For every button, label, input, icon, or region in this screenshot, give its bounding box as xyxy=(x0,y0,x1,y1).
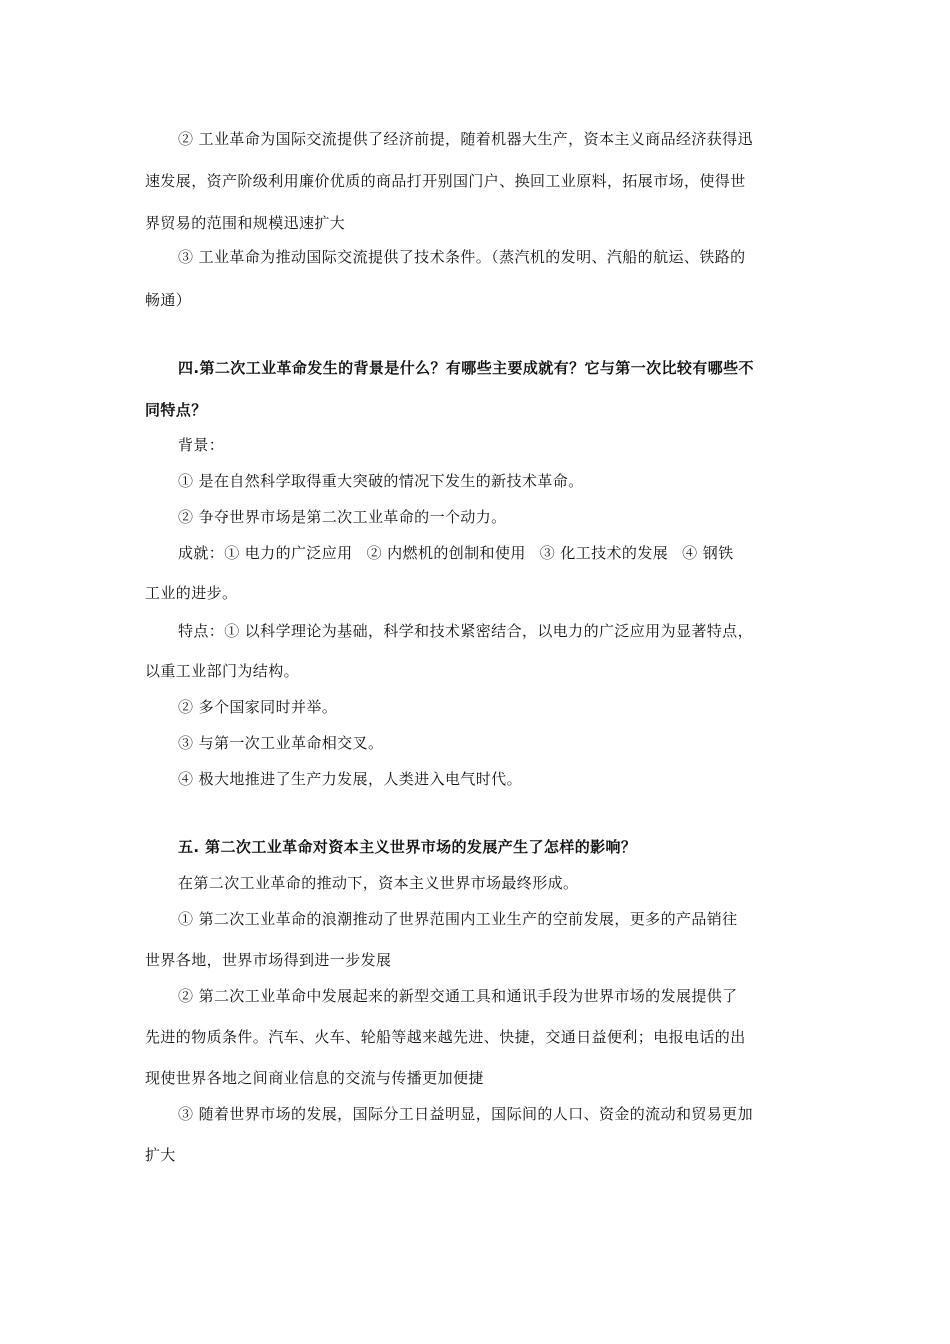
paragraph-line: 工业的进步。 xyxy=(145,584,238,602)
paragraph-line: ③ 工业革命为推动国际交流提供了技术条件。（蒸汽机的发明、汽船的航运、铁路的 xyxy=(178,248,746,266)
paragraph-line: 畅通） xyxy=(145,291,192,309)
achievements-label: 成就： xyxy=(178,544,225,562)
section-heading: 四.第二次工业革命发生的背景是什么？有哪些主要成就有？它与第一次比较有哪些不 xyxy=(178,359,754,377)
list-item: ① 是在自然科学取得重大突破的情况下发生的新技术革命。 xyxy=(178,472,584,490)
features-line xyxy=(178,620,753,641)
feature-item: ③ 与第一次工业革命相交叉。 xyxy=(178,734,384,752)
paragraph-line: ③ 随着世界市场的发展，国际分工日益明显，国际间的人口、资金的流动和贸易更加 xyxy=(178,1105,753,1123)
section-heading: 同特点？ xyxy=(145,401,207,419)
achievements-line xyxy=(178,542,734,563)
paragraph-line: 在第二次工业革命的推动下，资本主义世界市场最终形成。 xyxy=(178,874,579,892)
feature-item: ④ 极大地推进了生产力发展，人类进入电气时代。 xyxy=(178,770,522,788)
achievement-item: ① 电力的广泛应用 xyxy=(224,544,353,562)
achievement-item: ② 内燃机的创制和使用 xyxy=(366,544,526,562)
paragraph-line: ② 第二次工业革命中发展起来的新型交通工具和通讯手段为世界市场的发展提供了 xyxy=(178,987,738,1005)
features-label: 特点： xyxy=(178,622,225,640)
feature-item: ② 多个国家同时并举。 xyxy=(178,698,338,716)
paragraph-line: 现使世界各地之间商业信息的交流与传播更加便捷 xyxy=(145,1069,484,1087)
paragraph-line: 界贸易的范围和规模迅速扩大 xyxy=(145,214,346,232)
paragraph-line: 速发展，资产阶级利用廉价优质的商品打开别国门户、换回工业原料，拓展市场，使得世 xyxy=(145,172,746,190)
paragraph-line: ① 第二次工业革命的浪潮推动了世界范围内工业生产的空前发展，更多的产品销往 xyxy=(178,910,738,928)
feature-item: ① 以科学理论为基础，科学和技术紧密结合，以电力的广泛应用为显著特点， xyxy=(224,622,753,640)
achievement-item: ④ 钢铁 xyxy=(682,544,734,562)
paragraph-line: 扩大 xyxy=(145,1146,176,1164)
paragraph-line: 世界各地，世界市场得到进一步发展 xyxy=(145,951,392,969)
achievement-item: ③ 化工技术的发展 xyxy=(539,544,669,562)
paragraph-line: 以重工业部门为结构。 xyxy=(145,662,300,680)
paragraph-line: ② 工业革命为国际交流提供了经济前提，随着机器大生产，资本主义商品经济获得迅 xyxy=(178,130,753,148)
section-heading: 五. 第二次工业革命对资本主义世界市场的发展产生了怎样的影响？ xyxy=(178,838,637,856)
background-label: 背景： xyxy=(178,436,225,454)
list-item: ② 争夺世界市场是第二次工业革命的一个动力。 xyxy=(178,508,507,526)
paragraph-line: 先进的物质条件。汽车、火车、轮船等越来越先进、快捷，交通日益便利；电报电话的出 xyxy=(145,1028,746,1046)
